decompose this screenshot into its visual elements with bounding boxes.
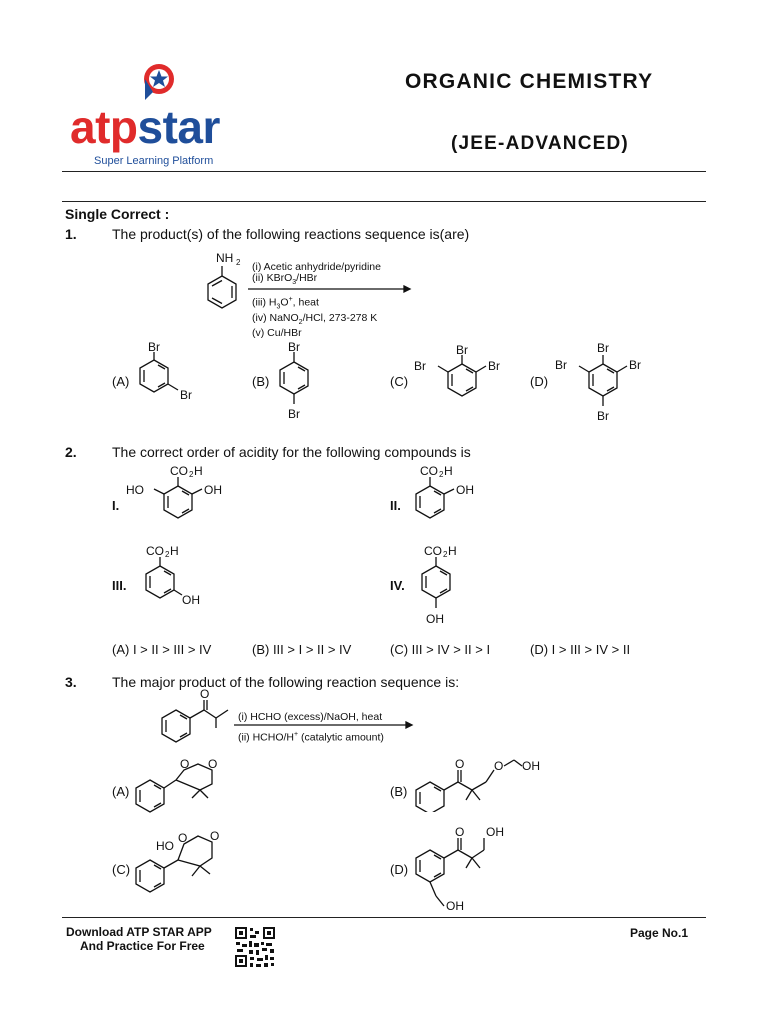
question-1-reagents-above bbox=[252, 262, 381, 288]
svg-text:Br: Br bbox=[488, 359, 500, 373]
svg-text:O: O bbox=[200, 688, 210, 701]
page-subtitle: (JEE-ADVANCED) bbox=[451, 133, 629, 154]
q1-option-d-label[interactable]: (D) bbox=[530, 374, 549, 389]
svg-text:Br: Br bbox=[597, 341, 609, 355]
q2-option-a[interactable]: (A) I > II > III > IV bbox=[112, 642, 212, 657]
question-2-text: The correct order of acidity for the following compounds is bbox=[112, 444, 471, 460]
svg-text:CO: CO bbox=[170, 464, 188, 478]
q2-compound-iii-structure bbox=[122, 542, 232, 612]
q1-option-a-label[interactable]: (A) bbox=[112, 374, 130, 389]
footer-download-line: Download ATP STAR APP bbox=[66, 925, 212, 939]
svg-text:2: 2 bbox=[189, 470, 194, 479]
footer-practice-line: And Practice For Free bbox=[80, 939, 205, 953]
q1-option-a-structure bbox=[128, 340, 218, 410]
svg-text:OH: OH bbox=[204, 483, 222, 497]
q1-option-d-structure bbox=[552, 340, 652, 426]
svg-text:Br: Br bbox=[456, 343, 468, 357]
header-divider-2 bbox=[62, 201, 706, 202]
svg-text:Br: Br bbox=[555, 358, 567, 372]
reagent-2: (ii) KBrO$_3$/HBr bbox=[252, 272, 318, 287]
svg-text:CO: CO bbox=[424, 544, 442, 558]
svg-text:Br: Br bbox=[288, 407, 300, 421]
svg-text:O: O bbox=[210, 829, 220, 843]
q2-compound-i-structure bbox=[122, 462, 242, 532]
brand-part-star: star bbox=[137, 101, 220, 153]
svg-text:H: H bbox=[194, 464, 203, 478]
svg-text:OH: OH bbox=[426, 612, 444, 626]
svg-text:Br: Br bbox=[414, 359, 426, 373]
svg-text:O: O bbox=[494, 759, 504, 773]
svg-text:2: 2 bbox=[443, 550, 448, 559]
q2-compound-ii-label: II. bbox=[390, 498, 401, 513]
svg-text:2: 2 bbox=[439, 470, 444, 479]
svg-text:Br: Br bbox=[597, 409, 609, 423]
reagent-5: (v) Cu/HBr bbox=[252, 326, 302, 339]
svg-text:OH: OH bbox=[182, 593, 200, 607]
brand-tagline: Super Learning Platform bbox=[94, 155, 214, 167]
svg-text:O: O bbox=[208, 757, 218, 771]
page-title: ORGANIC CHEMISTRY bbox=[405, 70, 654, 93]
q3-option-d-structure bbox=[410, 822, 550, 916]
svg-text:O: O bbox=[455, 757, 465, 771]
q1-option-b-structure bbox=[268, 340, 328, 426]
q2-compound-i-label: I. bbox=[112, 498, 120, 513]
q3-option-a-structure bbox=[130, 746, 250, 816]
svg-text:OH: OH bbox=[486, 825, 504, 839]
q2-compound-iv-label: IV. bbox=[390, 578, 405, 593]
q3-option-b-structure bbox=[410, 742, 560, 812]
footer-divider bbox=[62, 917, 706, 918]
reagent-1: (i) Acetic anhydride/pyridine bbox=[252, 261, 381, 273]
svg-text:CO: CO bbox=[420, 464, 438, 478]
q3-option-c-label[interactable]: (C) bbox=[112, 862, 131, 877]
q1-option-b-label[interactable]: (B) bbox=[252, 374, 270, 389]
svg-text:O: O bbox=[180, 757, 190, 771]
svg-text:H: H bbox=[170, 544, 179, 558]
question-2-number: 2. bbox=[65, 444, 77, 460]
section-heading: Single Correct : bbox=[65, 206, 170, 222]
q1-option-c-label[interactable]: (C) bbox=[390, 374, 409, 389]
svg-text:Br: Br bbox=[180, 388, 192, 402]
qr-code-icon[interactable] bbox=[234, 926, 276, 968]
svg-text:CO: CO bbox=[146, 544, 164, 558]
q2-option-d[interactable]: (D) I > III > IV > II bbox=[530, 642, 631, 657]
svg-text:2: 2 bbox=[165, 550, 170, 559]
svg-text:Br: Br bbox=[629, 358, 641, 372]
q3-option-b-label[interactable]: (B) bbox=[390, 784, 408, 799]
header-divider-1 bbox=[62, 171, 706, 172]
reagent-4: (iv) NaNO$_2$/HCl, 273-278 K bbox=[252, 311, 378, 326]
q2-compound-ii-structure bbox=[394, 462, 504, 532]
q2-compound-iii-label: III. bbox=[112, 578, 127, 593]
page-number: Page No.1 bbox=[630, 926, 689, 940]
question-1-text: The product(s) of the following reactions sequence is(are) bbox=[112, 226, 470, 242]
question-1-reagents-below bbox=[252, 294, 377, 339]
brand-name bbox=[70, 101, 220, 153]
svg-text:Br: Br bbox=[148, 340, 160, 354]
question-1-number: 1. bbox=[65, 226, 77, 242]
question-3-number: 3. bbox=[65, 674, 77, 690]
q3-option-d-label[interactable]: (D) bbox=[390, 862, 409, 877]
svg-text:O: O bbox=[178, 831, 188, 845]
brand-part-atp: atp bbox=[70, 101, 138, 153]
q2-compound-iv-structure bbox=[404, 542, 484, 632]
svg-text:OH: OH bbox=[522, 759, 540, 773]
q1-option-c-structure bbox=[412, 340, 512, 420]
svg-text:Br: Br bbox=[288, 340, 300, 354]
q2-option-c[interactable]: (C) III > IV > II > I bbox=[390, 642, 491, 657]
q2-option-b[interactable]: (B) III > I > II > IV bbox=[252, 642, 352, 657]
q3-option-a-label[interactable]: (A) bbox=[112, 784, 130, 799]
svg-text:H: H bbox=[448, 544, 457, 558]
question-3-text: The major product of the following reaction sequence is: bbox=[112, 674, 460, 690]
reagent-3: (iii) $H_3O^+$, heat bbox=[252, 296, 319, 311]
question-3-reagent-1: (i) HCHO (excess)/NaOH, heat bbox=[238, 711, 383, 723]
svg-text:NH: NH bbox=[216, 251, 234, 265]
svg-text:O: O bbox=[455, 825, 465, 839]
svg-text:OH: OH bbox=[446, 899, 464, 913]
svg-text:2: 2 bbox=[236, 258, 241, 267]
question-3-reagent-2: (ii) HCHO/H+ (catalytic amount) bbox=[238, 731, 384, 744]
svg-text:HO: HO bbox=[156, 839, 174, 853]
q3-option-c-structure bbox=[130, 826, 260, 894]
svg-text:H: H bbox=[444, 464, 453, 478]
svg-text:OH: OH bbox=[456, 483, 474, 497]
svg-text:HO: HO bbox=[126, 483, 144, 497]
